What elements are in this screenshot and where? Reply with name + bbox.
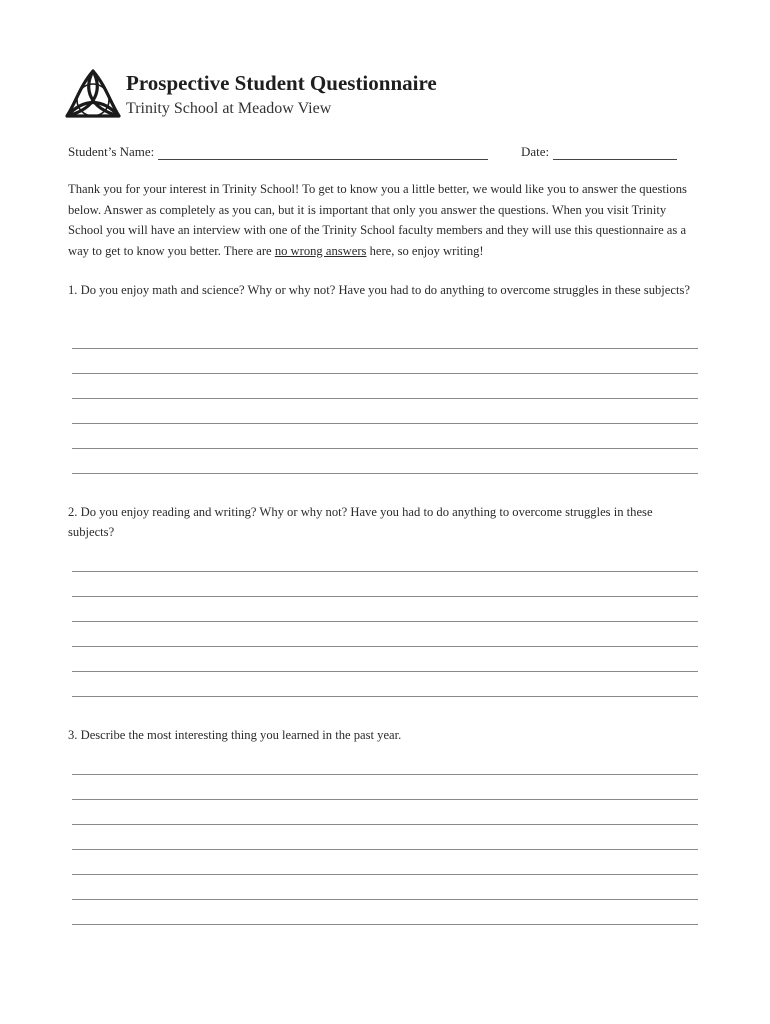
- answer-line[interactable]: [72, 424, 698, 449]
- intro-text: Thank you for your interest in Trinity School! To get to know you a little better, we would like you to answer the questions below. Answer as completely as you can, but it is important that only you answer the questions. When you visit Trinity School you will have an interview with one of the Trinity School faculty members and they will use this questionnaire as a way to get to know you better. There are: [68, 182, 687, 258]
- page-title: Prospective Student Questionnaire: [126, 71, 437, 95]
- question-3: 3. Describe the most interesting thing you learned in the past year.: [68, 728, 402, 742]
- answer-line[interactable]: [72, 324, 698, 349]
- answer-line[interactable]: [72, 647, 698, 672]
- answer-line[interactable]: [72, 374, 698, 399]
- intro-emphasis: no wrong answers: [274, 243, 367, 258]
- answer-line[interactable]: [72, 399, 698, 424]
- student-name-field[interactable]: [68, 144, 488, 160]
- intro-text-end: here, so enjoy writing!: [366, 243, 484, 258]
- answer-line[interactable]: [72, 449, 698, 474]
- school-name: Trinity School at Meadow View: [126, 100, 332, 117]
- date-field[interactable]: [521, 144, 677, 160]
- answer-line[interactable]: [72, 622, 698, 647]
- answer-lines-2[interactable]: [72, 547, 698, 697]
- date-blank[interactable]: [553, 146, 677, 160]
- answer-line[interactable]: [72, 850, 698, 875]
- answer-line[interactable]: [72, 547, 698, 572]
- answer-lines-1[interactable]: [72, 324, 698, 474]
- question-1: 1. Do you enjoy math and science? Why or why not? Have you had to do anything to overcome struggles in these subjects?: [68, 283, 690, 297]
- student-name-label: Student’s Name:: [68, 144, 155, 159]
- answer-line[interactable]: [72, 800, 698, 825]
- answer-line[interactable]: [72, 597, 698, 622]
- answer-line[interactable]: [72, 900, 698, 925]
- answer-lines-3[interactable]: [72, 750, 698, 925]
- answer-line[interactable]: [72, 750, 698, 775]
- answer-line[interactable]: [72, 875, 698, 900]
- answer-line[interactable]: [72, 825, 698, 850]
- answer-line[interactable]: [72, 572, 698, 597]
- answer-line[interactable]: [72, 775, 698, 800]
- question-2: 2. Do you enjoy reading and writing? Why or why not? Have you had to do anything to overcome struggles in these subjects?: [68, 505, 653, 539]
- answer-line[interactable]: [72, 672, 698, 697]
- intro-paragraph: [68, 179, 698, 261]
- triquetra-knot-icon: [64, 68, 122, 120]
- answer-line[interactable]: [72, 349, 698, 374]
- student-name-blank[interactable]: [158, 146, 488, 160]
- date-label: Date:: [521, 144, 550, 159]
